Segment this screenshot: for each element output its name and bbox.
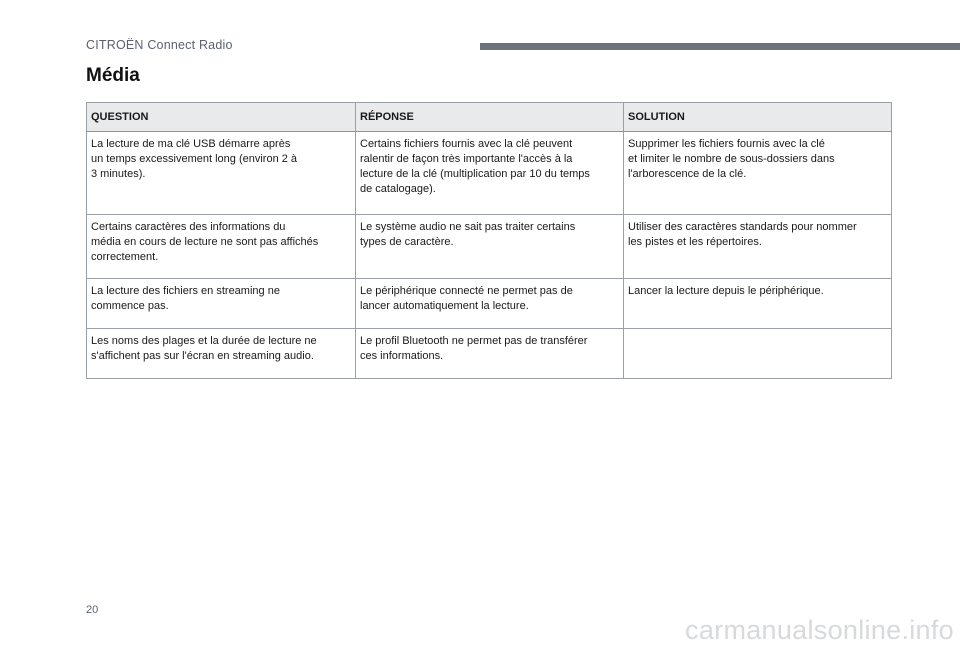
- table-row: [87, 279, 892, 329]
- answer-cell: Le profil Bluetooth ne permet pas de transférer ces informations.: [356, 329, 624, 379]
- table-row: [87, 215, 892, 279]
- header-brand: CITROËN Connect Radio: [86, 38, 233, 52]
- solution-cell: Utiliser des caractères standards pour nommer les pistes et les répertoires.: [624, 215, 892, 279]
- table-row: [87, 329, 892, 379]
- answer-cell: Certains fichiers fournis avec la clé peuvent ralentir de façon très importante l'accès à la lecture de la clé (multiplication par 10 du temps de catalogage).: [356, 132, 624, 215]
- question-cell: Les noms des plages et la durée de lecture ne s'affichent pas sur l'écran en streaming audio.: [87, 329, 356, 379]
- header-divider-bar: [480, 43, 960, 50]
- site-watermark: carmanualsonline.info: [685, 615, 954, 645]
- table-header-row: [87, 103, 892, 132]
- solution-cell: Lancer la lecture depuis le périphérique.: [624, 279, 892, 329]
- table-row: [87, 132, 892, 215]
- answer-cell: Le périphérique connecté ne permet pas de lancer automatiquement la lecture.: [356, 279, 624, 329]
- question-cell: La lecture de ma clé USB démarre après un temps excessivement long (environ 2 à 3 minutes).: [87, 132, 356, 215]
- answer-cell: Le système audio ne sait pas traiter certains types de caractère.: [356, 215, 624, 279]
- column-header-answer: RÉPONSE: [356, 103, 624, 132]
- troubleshooting-table: [86, 102, 892, 379]
- solution-cell: Supprimer les fichiers fournis avec la clé et limiter le nombre de sous-dossiers dans l'arborescence de la clé.: [624, 132, 892, 215]
- page-number: 20: [86, 604, 99, 616]
- column-header-question: QUESTION: [87, 103, 356, 132]
- section-title: Média: [86, 65, 140, 86]
- solution-cell: [624, 329, 892, 379]
- question-cell: La lecture des fichiers en streaming ne commence pas.: [87, 279, 356, 329]
- question-cell: Certains caractères des informations du média en cours de lecture ne sont pas affichés correctement.: [87, 215, 356, 279]
- column-header-solution: SOLUTION: [624, 103, 892, 132]
